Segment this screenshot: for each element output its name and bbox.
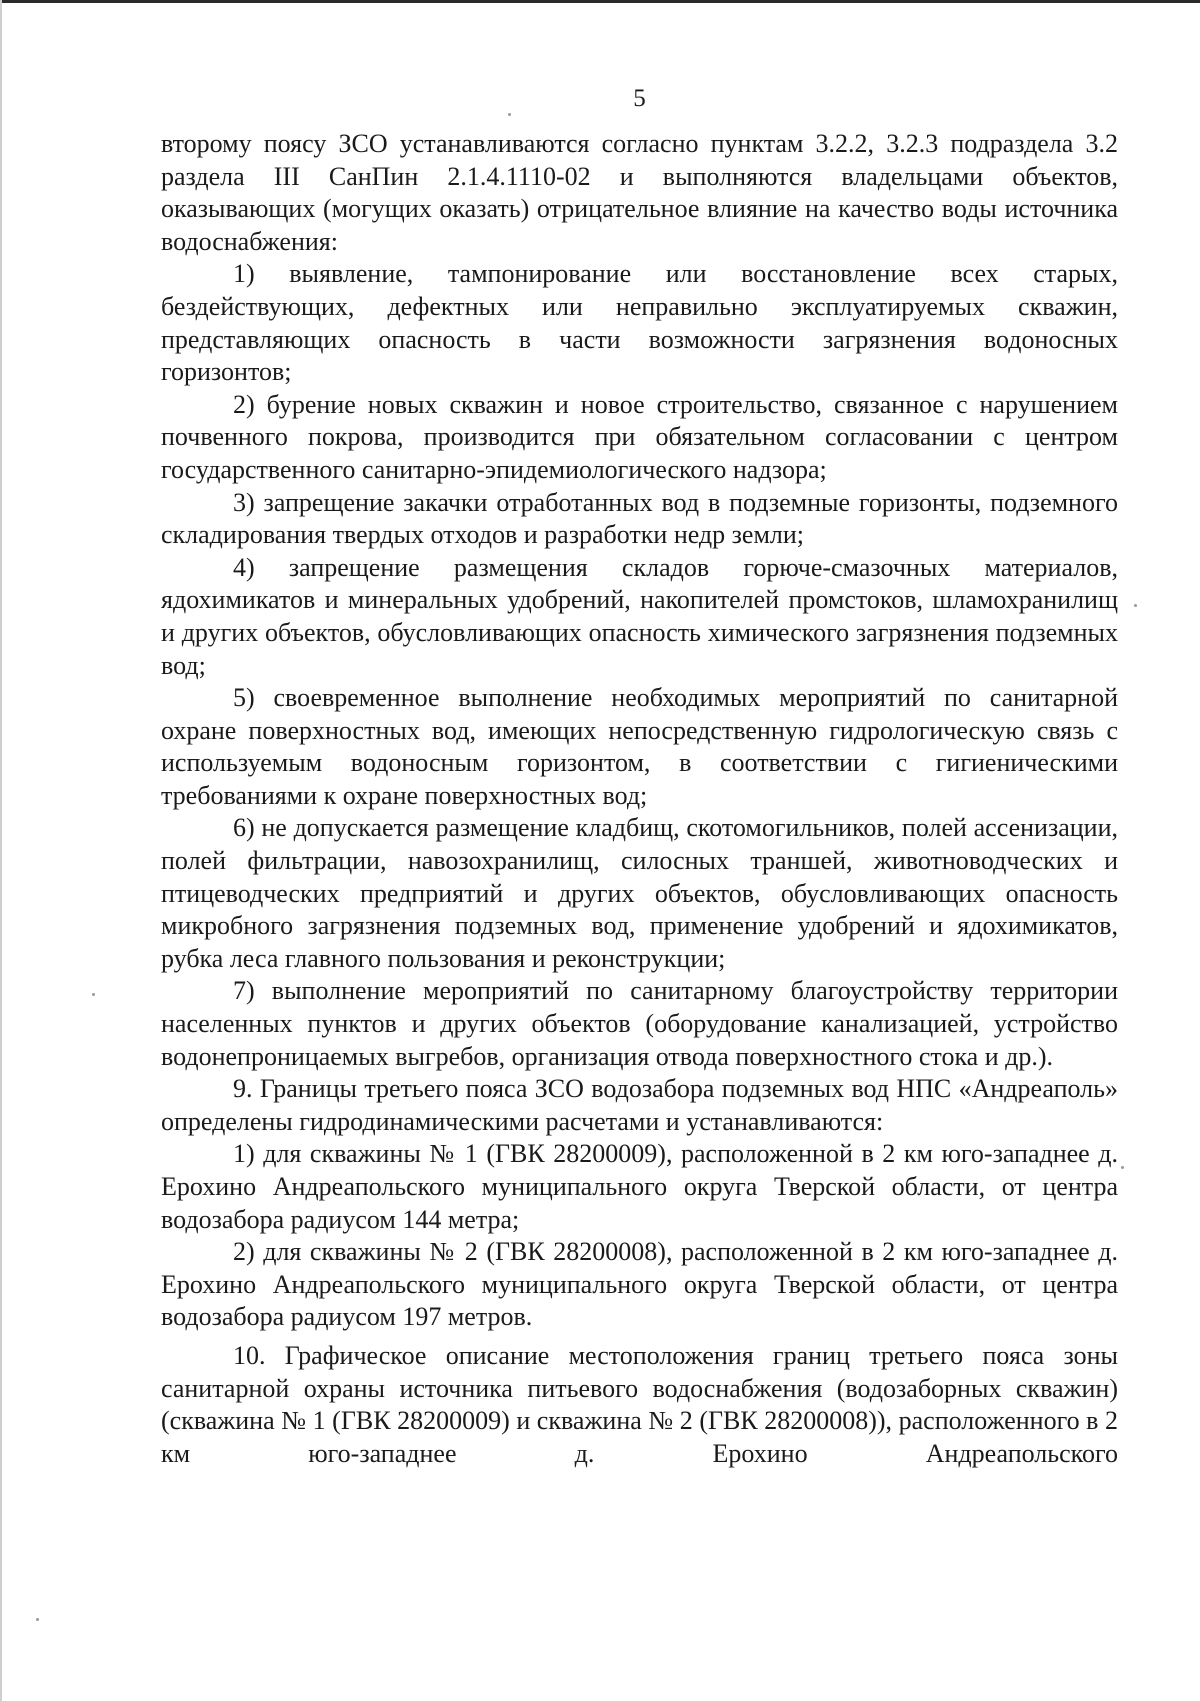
page-top-edge (0, 0, 1200, 3)
paragraph-continuation: второму поясу ЗСО устанавливаются согласно пунктам 3.2.2, 3.2.3 подраздела 3.2 раздела III СанПин 2.1.4.1110-02 и выполняются владельцами объектов, оказывающих (могущих оказать) отрицательное влияние на качество воды источника водоснабжения: (161, 129, 1118, 256)
list-item-7: 7) выполнение мероприятий по санитарному благоустройству территории населенных пунктов и других объектов (оборудование канализацией, устройство водонепроницаемых выгребов, организация отвода поверхностного стока и др.). (161, 976, 1118, 1071)
list-item-5: 5) своевременное выполнение необходимых мероприятий по санитарной охране поверхностных вод, имеющих непосредственную гидрологическую связь с используемым водоносным горизонтом, в соответствии с гигиеническими требованиями к охране поверхностных вод; (161, 683, 1118, 810)
list-item-1: 1) выявление, тампонирование или восстановление всех старых, бездействующих, дефектных или неправильно эксплуатируемых скважин, представляющих опасность в части возможности загрязнения водоносных горизонтов; (161, 259, 1118, 387)
page-left-edge (0, 0, 2, 1701)
scan-speck (36, 1618, 39, 1621)
section-9: 9. Границы третьего пояса ЗСО водозабора подземных вод НПС «Андреаполь» определены гидродинамическими расчетами и устанавливаются: (161, 1074, 1118, 1136)
page-number: 5 (633, 85, 646, 112)
section-9-item-2: 2) для скважины № 2 (ГВК 28200008), расположенной в 2 км юго-западнее д. Ерохино Андреапольского муниципального округа Тверской области, от центра водозабора радиусом 197 метров. (161, 1237, 1118, 1332)
section-10: 10. Графическое описание местоположения границ третьего пояса зоны санитарной охраны источника питьевого водоснабжения (водозаборных скважин) (скважина № 1 (ГВК 28200009) и скважина № 2 (ГВК 28200008)), расположенного в 2 км юго-западнее д. Ерохино Андреапольского (161, 1340, 1118, 1468)
list-item-4: 4) запрещение размещения складов горюче-смазочных материалов, ядохимикатов и минеральных удобрений, накопителей промстоков, шламохранилищ и других объектов, обусловливающих опасность химического загрязнения подземных вод; (161, 552, 1118, 680)
list-item-3: 3) запрещение закачки отработанных вод в подземные горизонты, подземного складирования твердых отходов и разработки недр земли; (161, 487, 1118, 550)
document-body (161, 128, 1118, 1470)
list-item-6: 6) не допускается размещение кладбищ, скотомогильников, полей ассенизации, полей фильтрации, навозохранилищ, силосных траншей, животноводческих и птицеводческих предприятий и других объектов, обусловливающих опасность микробного загрязнения подземных вод, применение удобрений и ядохимикатов, рубка леса главного пользования и реконструкции; (161, 813, 1118, 973)
scan-speck (92, 993, 95, 996)
section-9-item-1: 1) для скважины № 1 (ГВК 28200009), расположенной в 2 км юго-западнее д. Ерохино Андреапольского муниципального округа Тверской области, от центра водозабора радиусом 144 метра; (161, 1139, 1118, 1234)
scan-speck (1121, 1166, 1124, 1169)
list-item-2: 2) бурение новых скважин и новое строительство, связанное с нарушением почвенного покрова, производится при обязательном согласовании с центром государственного санитарно-эпидемиологического надзора; (161, 389, 1118, 484)
scan-speck (508, 113, 511, 116)
scan-speck (1134, 604, 1137, 607)
